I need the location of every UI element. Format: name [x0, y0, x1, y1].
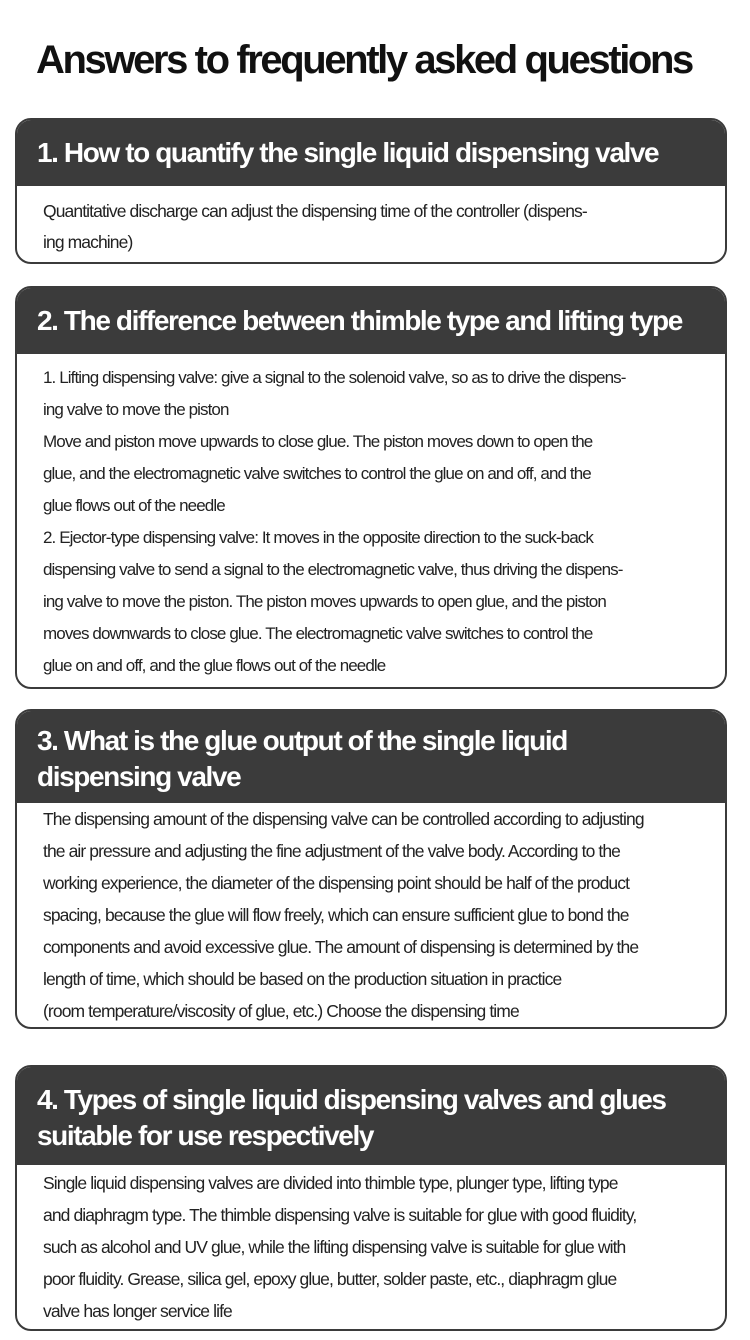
faq-question: 4. Types of single liquid dispensing valves and glues suitable for use respectively: [17, 1067, 725, 1165]
faq-question: 2. The difference between thimble type and lifting type: [17, 288, 725, 354]
faq-card: [15, 118, 727, 264]
faq-card: [15, 286, 727, 689]
page-title: Answers to frequently asked questions: [36, 38, 692, 82]
faq-card: [15, 1065, 727, 1331]
faq-answer: 1. Lifting dispensing valve: give a signal to the solenoid valve, so as to drive the dispens- ing valve to move the piston Move and piston move upwards to close glue. The piston moves down to open the glue, and the electromagnetic valve switches to control the glue on and off, and the glue flows out of the needle 2. Ejector-type dispensing valve: It moves in the opposite direction to the suck-back dispensing valve to send a signal to the electromagnetic valve, thus driving the dispens- ing valve to move the piston. The piston moves upwards to open glue, and the piston moves downwards to close glue. The electromagnetic valve switches to control the glue on and off, and the glue flows out of the needle: [43, 368, 626, 675]
faq-card: [15, 709, 727, 1029]
faq-answer: Quantitative discharge can adjust the dispensing time of the controller (dispens- ing machine): [43, 201, 587, 252]
faq-answer: The dispensing amount of the dispensing valve can be controlled according to adjusting the air pressure and adjusting the fine adjustment of the valve body. According to the working experience, the diameter of the dispensing point should be half of the product spacing, because the glue will flow freely, which can ensure sufficient glue to bond the components and avoid excessive glue. The amount of dispensing is determined by the length of time, which should be based on the production situation in practice (room temperature/viscosity of glue, etc.) Choose the dispensing time: [43, 809, 644, 1021]
faq-question: 1. How to quantify the single liquid dispensing valve: [17, 120, 725, 186]
faq-answer: Single liquid dispensing valves are divided into thimble type, plunger type, lifting type and diaphragm type. The thimble dispensing valve is suitable for glue with good fluidity, such as alcohol and UV glue, while the lifting dispensing valve is suitable for glue with poor fluidity. Grease, silica gel, epoxy glue, butter, solder paste, etc., diaphragm glue valve has longer service life: [43, 1173, 637, 1321]
faq-question: 3. What is the glue output of the single liquid dispensing valve: [17, 711, 725, 803]
